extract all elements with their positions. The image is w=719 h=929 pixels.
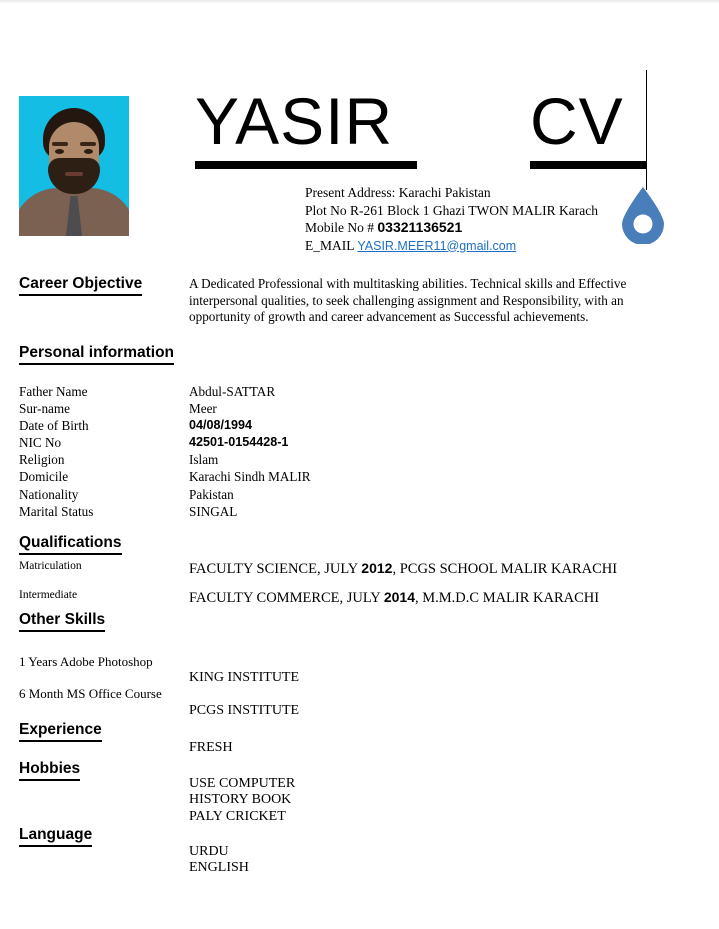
skill-institute-0: KING INSTITUTE [189, 670, 300, 685]
qualification-year-1: 2014 [383, 589, 416, 605]
address-line-2: Plot No R-261 Block 1 Ghazi TWON MALIR Karach [305, 202, 598, 218]
table-row [19, 560, 617, 589]
water-drop-icon [620, 186, 666, 244]
candidate-photo [19, 96, 129, 236]
mobile-label: Mobile No # [305, 220, 378, 235]
hobby-value-0: USE COMPUTER [189, 776, 296, 791]
email-link[interactable]: YASIR.MEER11@gmail.com [357, 238, 517, 253]
personal-info-label-0: Father Name [19, 384, 88, 399]
personal-info-value-7: SINGAL [189, 503, 238, 519]
personal-info-value-0: Abdul-SATTAR [189, 384, 276, 399]
personal-information-table [19, 383, 311, 520]
page-top-band [0, 0, 719, 4]
skill-institute-1: PCGS INSTITUTE [189, 703, 300, 718]
personal-info-value-1: Meer [189, 401, 217, 417]
qualifications-table [19, 560, 617, 618]
heading-career-objective: Career Objective [19, 275, 142, 296]
title-cv-underline-bar [530, 161, 646, 169]
text-cursor-line [646, 70, 647, 190]
table-row [19, 503, 311, 520]
personal-info-value-6: Pakistan [189, 486, 234, 502]
title-name-underline-bar [195, 161, 417, 169]
qualification-label-1: Intermediate [19, 589, 78, 601]
mobile-number: 03321136521 [377, 219, 463, 235]
hobby-value-2: PALY CRICKET [189, 809, 286, 824]
personal-info-label-7: Marital Status [19, 503, 94, 519]
photo-eyebrow-left [52, 142, 68, 146]
personal-info-label-4: Religion [19, 452, 65, 468]
photo-eye-right [84, 149, 93, 154]
heading-personal-information: Personal information [19, 344, 174, 365]
qualification-year-0: 2012 [361, 560, 393, 576]
personal-info-value-5: Karachi Sindh MALIR [189, 469, 311, 485]
page-title-cv: CV [530, 84, 624, 158]
table-row [19, 434, 311, 451]
career-objective-body: A Dedicated Professional with multitasking abilities. Technical skills and Effective interpersonal qualities, to seek challenging assignment and Responsibility, with an opportunity of growth and career advancement as Successful achievements. [189, 276, 627, 324]
address-line-1: Present Address: Karachi Pakistan [305, 185, 491, 200]
table-row [19, 451, 311, 468]
language-value-1: ENGLISH [189, 860, 249, 875]
personal-info-label-2: Date of Birth [19, 418, 89, 434]
personal-info-label-5: Domicile [19, 469, 69, 485]
photo-eye-left [55, 149, 64, 154]
heading-other-skills: Other Skills [19, 611, 105, 632]
table-row [19, 417, 311, 434]
personal-info-label-6: Nationality [19, 486, 79, 502]
table-row [19, 468, 311, 485]
contact-block [305, 184, 598, 255]
hobby-value-1: HISTORY BOOK [189, 792, 292, 807]
table-row [19, 383, 311, 400]
page-title-name: YASIR [195, 84, 394, 158]
photo-mouth [65, 172, 83, 176]
heading-qualifications: Qualifications [19, 534, 122, 555]
heading-experience: Experience [19, 721, 102, 742]
experience-value-0: FRESH [189, 740, 233, 755]
photo-eyebrow-right [80, 142, 96, 146]
language-value-0: URDU [189, 844, 229, 859]
personal-info-label-3: NIC No [19, 435, 62, 451]
heading-hobbies: Hobbies [19, 760, 80, 781]
heading-language: Language [19, 826, 92, 847]
table-row [19, 486, 311, 503]
email-line [305, 237, 598, 256]
personal-info-value-3: 42501-0154428-1 [189, 435, 289, 450]
email-label: E_MAIL [305, 237, 358, 253]
skill-label-0: 1 Years Adobe Photoshop [19, 654, 153, 669]
table-row [19, 589, 617, 618]
qualification-value-0: FACULTY SCIENCE, JULY 2012, PCGS SCHOOL MALIR KARACHI [189, 560, 618, 577]
qualification-label-0: Matriculation [19, 560, 82, 572]
mobile-line [305, 219, 598, 237]
table-row [19, 400, 311, 417]
personal-info-value-4: Islam [189, 452, 219, 468]
qualification-value-1: FACULTY COMMERCE, JULY 2014, M.M.D.C MALIR KARACHI [189, 589, 600, 606]
personal-info-value-2: 04/08/1994 [189, 418, 253, 433]
skill-label-1: 6 Month MS Office Course [19, 686, 162, 701]
personal-info-label-1: Sur-name [19, 401, 71, 417]
